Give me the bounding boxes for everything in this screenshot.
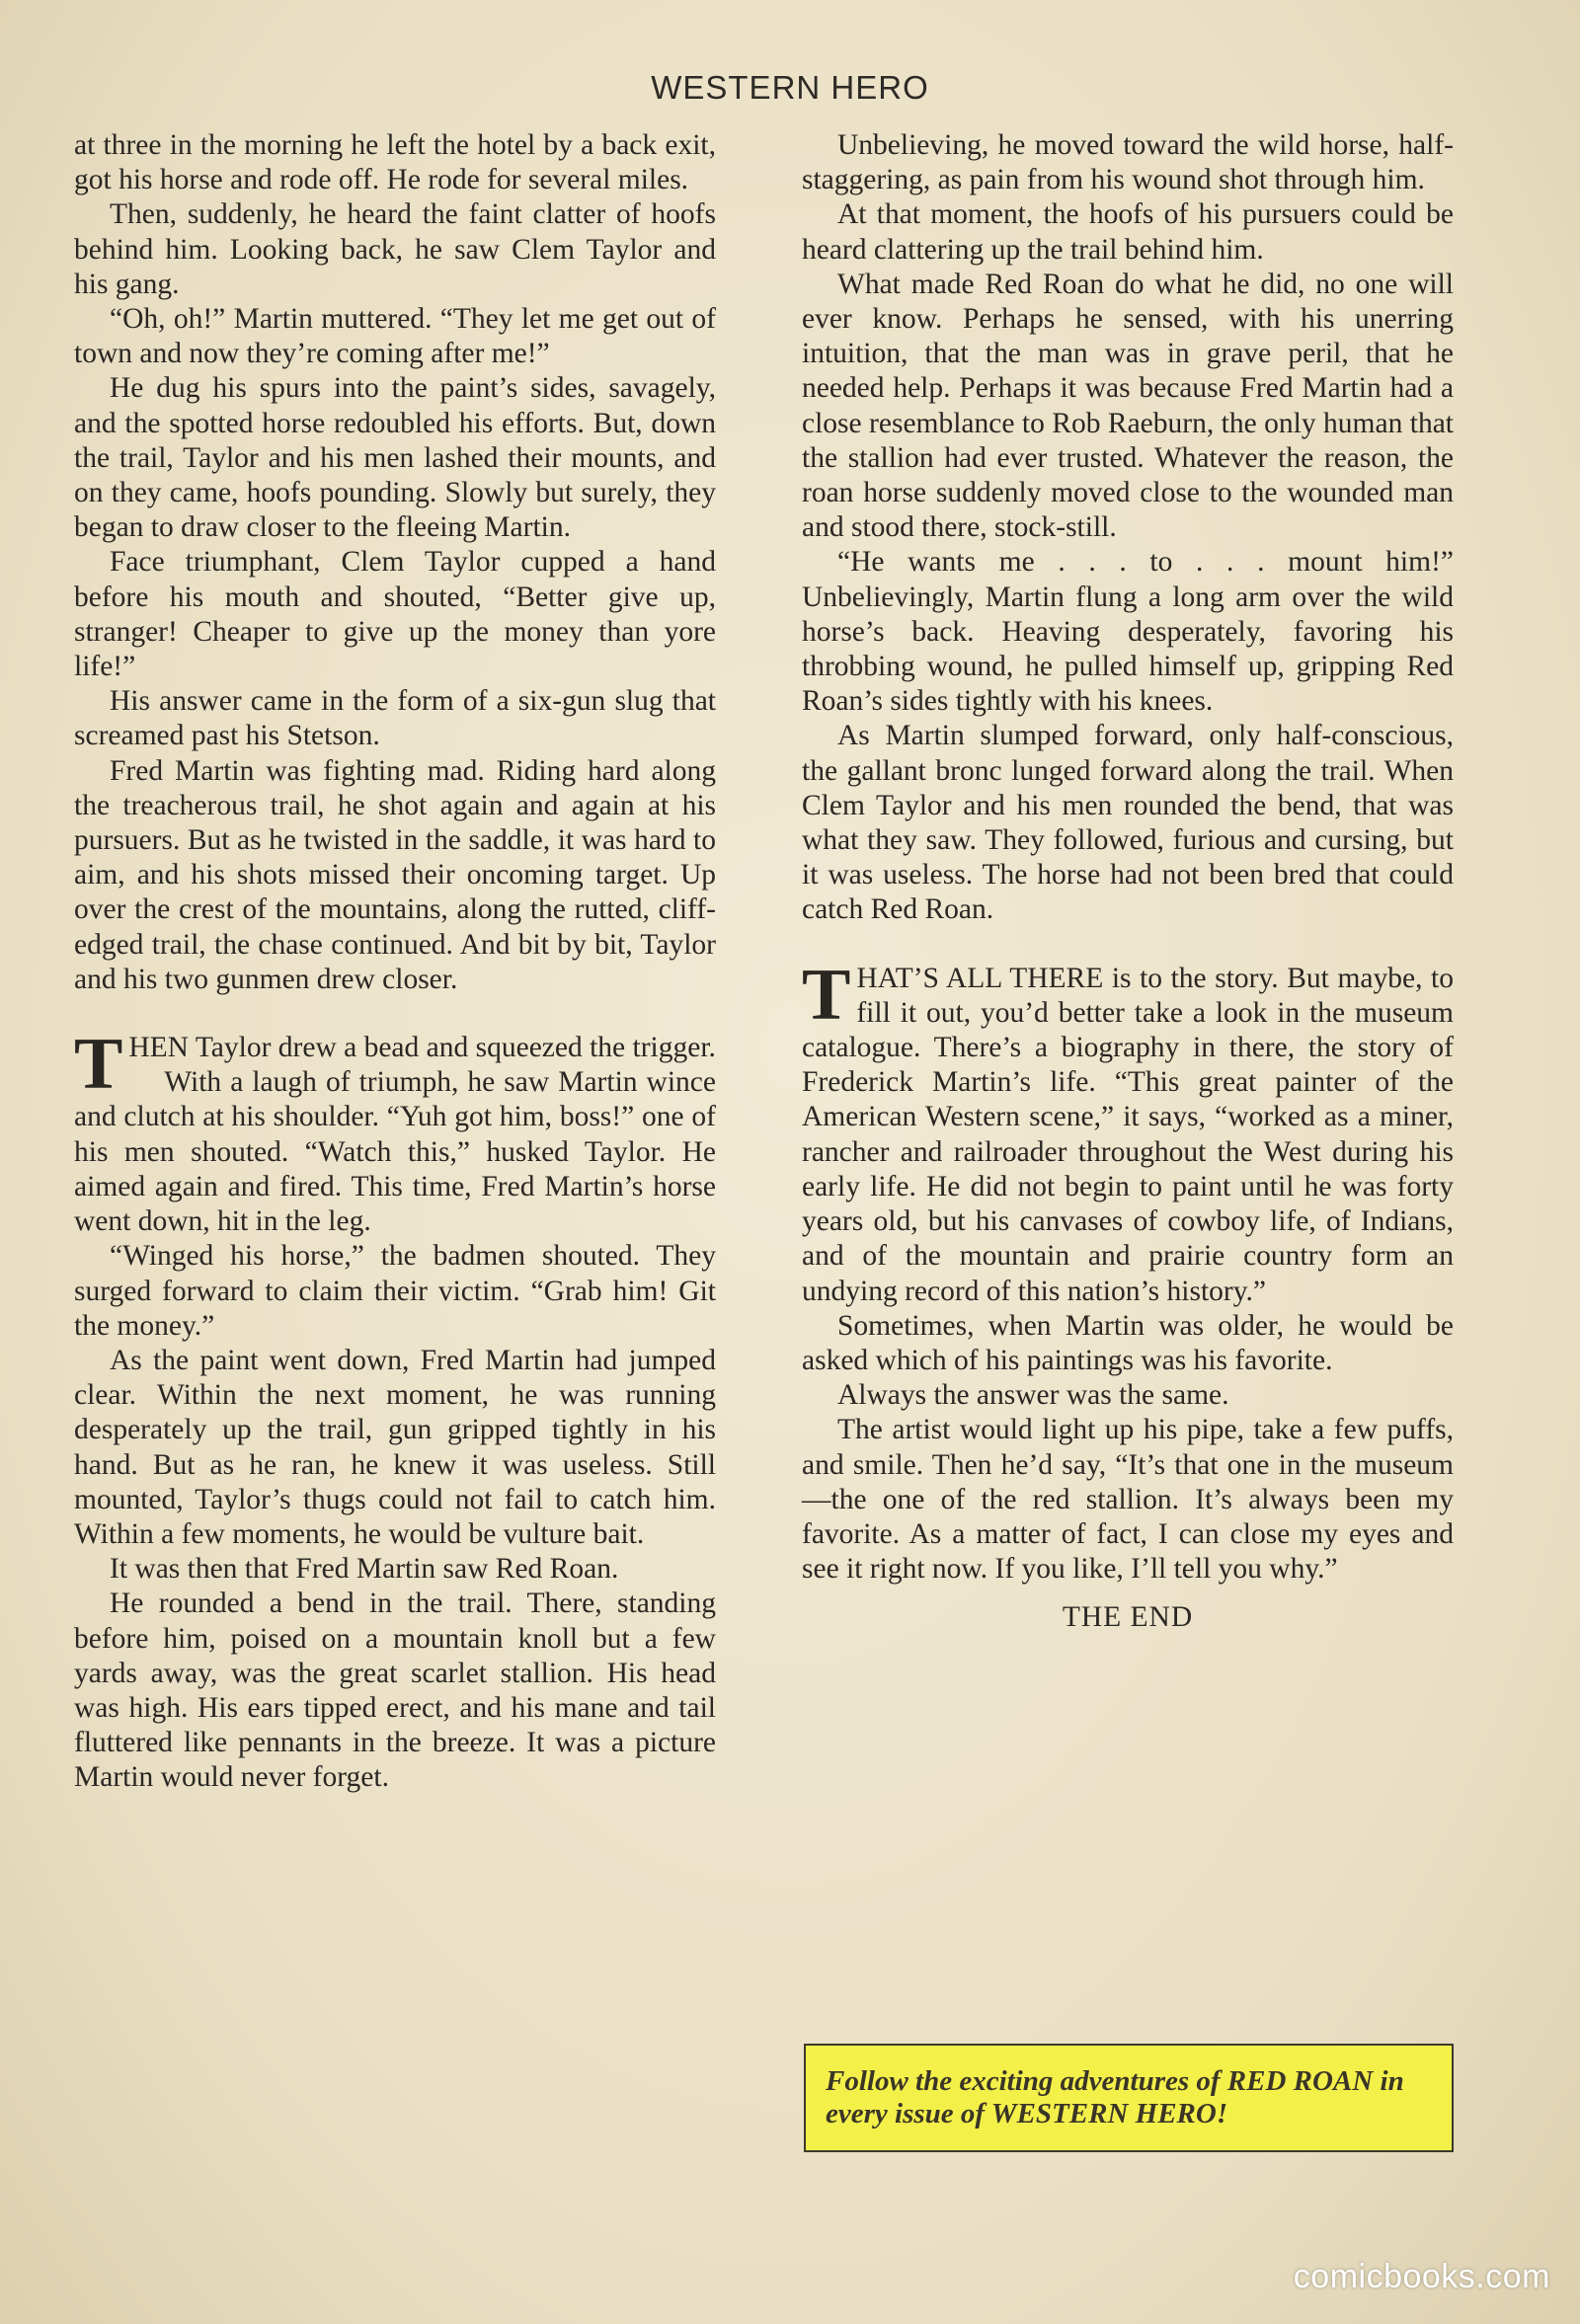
story-paragraph: The artist would light up his pipe, take a few puffs, and smile. Then he’d say, “It’s that one in the museum—the one of the red stallion. It’s always been my favorite. As a matter of fact, I can close my eyes and see it right now. If you like, I’ll tell you why.” — [802, 1414, 1454, 1586]
story-paragraph: He dug his spurs into the paint’s sides, savagely, and the spotted horse redoubled his efforts. But, down the trail, Taylor and his men lashed their mounts, and on they came, hoofs pounding. Slowly but surely, they began to draw closer to the fleeing Martin. — [74, 372, 716, 544]
drop-cap: T — [74, 1024, 123, 1106]
right-column — [802, 128, 1454, 1636]
the-end-label: THE END — [1062, 1601, 1194, 1634]
running-title: WESTERN HERO — [651, 69, 929, 106]
story-paragraph: With a laugh of triumph, he saw Martin wince and clutch at his shoulder. “Yuh got him, boss!” one of his men shouted. “Watch this,” husked Taylor. He aimed again and fired. This time, Fred Martin’s horse went down, hit in the leg. — [74, 1066, 716, 1238]
story-paragraph: Fred Martin was fighting mad. Riding hard along the treacherous trail, he shot again and again at his pursuers. But as he twisted in the saddle, it was hard to aim, and his shots missed their oncoming target. Up over the crest of the mountains, along the rutted, cliff-edged trail, the chase continued. And bit by bit, Taylor and his two gunmen drew closer. — [74, 754, 716, 995]
story-paragraph: It was then that Fred Martin saw Red Roan. — [110, 1553, 619, 1586]
section-opening-text: HEN Taylor drew a bead and squeezed the trigger. — [128, 1032, 716, 1064]
drop-cap: T — [802, 954, 851, 1036]
story-paragraph: “Oh, oh!” Martin muttered. “They let me get out of town and now they’re coming after me!” — [74, 303, 716, 370]
story-paragraph: Face triumphant, Clem Taylor cupped a hand before his mouth and shouted, “Better give up, stranger! Cheaper to give up the money than yore life!” — [74, 546, 716, 683]
section-opening-paragraph — [802, 954, 1454, 1309]
section-opening-text: HAT’S ALL THERE is to the story. But maybe, to fill it out, you’d better take a look in the museum catalogue. There’s a biography in there, the story of Frederick Martin’s life. “This great painter of the American Western scene,” it says, “worked as a miner, rancher and railroader throughout the West during his early life. He did not begin to paint until he was forty years old, but his canvases of cowboy life, of Indians, and of the mountain and prairie country form an undying record of this nation’s history.” — [802, 962, 1454, 1307]
left-column — [74, 128, 716, 1796]
story-paragraph: Unbelieving, he moved toward the wild horse, half-staggering, as pain from his wound shot through him. — [802, 129, 1454, 196]
story-paragraph: Then, suddenly, he heard the faint clatter of hoofs behind him. Looking back, he saw Clem Taylor and his gang. — [74, 198, 716, 300]
story-paragraph: His answer came in the form of a six-gun slug that screamed past his Stetson. — [74, 685, 716, 752]
story-paragraph: What made Red Roan do what he did, no one will ever know. Perhaps he sensed, with his unerring intuition, that the man was in grave peril, that he needed help. Perhaps it was because Fred Martin had a close resemblance to Rob Raeburn, the only human that the stallion had ever trusted. Whatever the reason, the roan horse suddenly moved close to the wounded man and stood there, stock-still. — [802, 268, 1454, 544]
story-paragraph: As the paint went down, Fred Martin had jumped clear. Within the next moment, he was running desperately up the trail, gun gripped tightly in his hand. But as he ran, he knew it was useless. Still mounted, Taylor’s thugs could not fail to catch him. Within a few moments, he would be vulture bait. — [74, 1344, 716, 1550]
story-paragraph: As Martin slumped forward, only half-conscious, the gallant bronc lunged forward along the trail. When Clem Taylor and his men rounded the bend, that was what they saw. They followed, furious and cursing, but it was useless. The horse had not been bred that could catch Red Roan. — [802, 720, 1454, 926]
story-paragraph: Sometimes, when Martin was older, he would be asked which of his paintings was his favorite. — [802, 1309, 1454, 1376]
story-paragraph: “He wants me . . . to . . . mount him!” Unbelievingly, Martin flung a long arm over the wild horse’s back. Heaving desperately, favoring his throbbing wound, he pulled himself up, gripping Red Roan’s sides tightly with his knees. — [802, 546, 1454, 718]
story-paragraph: At that moment, the hoofs of his pursuers could be heard clattering up the trail behind him. — [802, 198, 1454, 266]
story-paragraph: Always the answer was the same. — [837, 1379, 1229, 1412]
story-paragraph: at three in the morning he left the hotel by a back exit, got his horse and rode off. He rode for several miles. — [74, 129, 716, 196]
story-paragraph: “Winged his horse,” the badmen shouted. They surged forward to claim their victim. “Grab him! Git the money.” — [74, 1240, 716, 1342]
story-paragraph: He rounded a bend in the trail. There, standing before him, poised on a mountain knoll but a few yards away, was the great scarlet stallion. His head was high. His ears tipped erect, and his mane and tail fluttered like pennants in the breeze. It was a picture Martin would never forget. — [74, 1588, 716, 1794]
promo-text: Follow the exciting adventures of RED ROAN in every issue of WESTERN HERO! — [826, 2065, 1404, 2130]
site-watermark: comicbooks.com — [1293, 2258, 1550, 2295]
promo-box — [804, 2044, 1454, 2152]
section-opening-paragraph — [74, 1024, 716, 1106]
